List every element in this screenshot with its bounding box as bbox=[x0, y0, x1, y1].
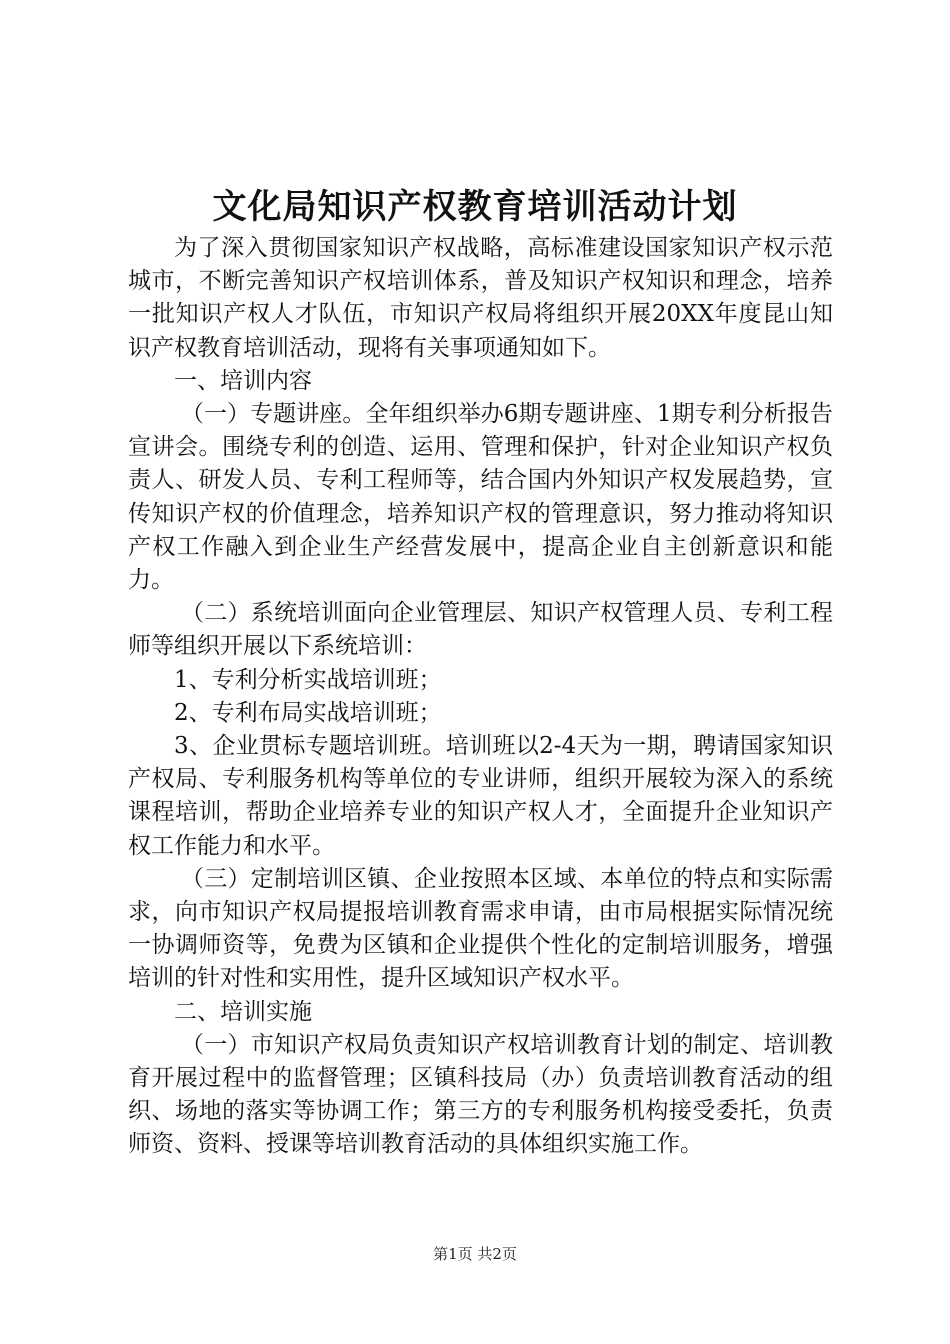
paragraph-lectures: （一）专题讲座。全年组织举办6期专题讲座、1期专利分析报告宣讲会。围绕专利的创造、运用、管理和保护，针对企业知识产权负责人、研发人员、专利工程师等，结合国内外知识产权发展趋势，宣传知识产权的价值理念，培养知识产权的管理意识，努力推动将知识产权工作融入到企业生产经营发展中，提高企业自主创新意识和能力。 bbox=[128, 401, 833, 594]
paragraph-implementation: （一）市知识产权局负责知识产权培训教育计划的制定、培训教育开展过程中的监督管理；区镇科技局（办）负责培训教育活动的组织、场地的落实等协调工作；第三方的专利服务机构接受委托，负责师资、资料、授课等培训教育活动的具体组织实施工作。 bbox=[128, 1031, 833, 1158]
list-item-3: 3、企业贯标专题培训班。培训班以2-4天为一期，聘请国家知识产权局、专利服务机构等单位的专业讲师，组织开展较为深入的系统课程培训，帮助企业培养专业的知识产权人才，全面提升企业知识产权工作能力和水平。 bbox=[128, 733, 833, 859]
section-heading-content: 一、培训内容 bbox=[174, 367, 312, 394]
page-footer: 第1页 共2页 bbox=[433, 1245, 517, 1263]
document-title: 文化局知识产权教育培训活动计划 bbox=[212, 187, 738, 227]
paragraph-custom-training: （三）定制培训区镇、企业按照本区域、本单位的特点和实际需求，向市知识产权局提报培训教育需求申请，由市局根据实际情况统一协调师资等，免费为区镇和企业提供个性化的定制培训服务，增强培训的针对性和实用性，提升区域知识产权水平。 bbox=[128, 865, 833, 992]
document-body bbox=[128, 232, 833, 1162]
list-item-2: 2、专利布局实战培训班； bbox=[174, 699, 442, 726]
intro-paragraph: 为了深入贯彻国家知识产权战略，高标准建设国家知识产权示范城市，不断完善知识产权培训体系，普及知识产权知识和理念，培养一批知识产权人才队伍，市知识产权局将组织开展20XX年度昆山知识产权教育培训活动，现将有关事项通知如下。 bbox=[128, 235, 833, 361]
paragraph-system-training: （二）系统培训面向企业管理层、知识产权管理人员、专利工程师等组织开展以下系统培训： bbox=[128, 600, 833, 660]
list-item-1: 1、专利分析实战培训班； bbox=[174, 666, 442, 693]
section-heading-implementation: 二、培训实施 bbox=[174, 998, 312, 1025]
